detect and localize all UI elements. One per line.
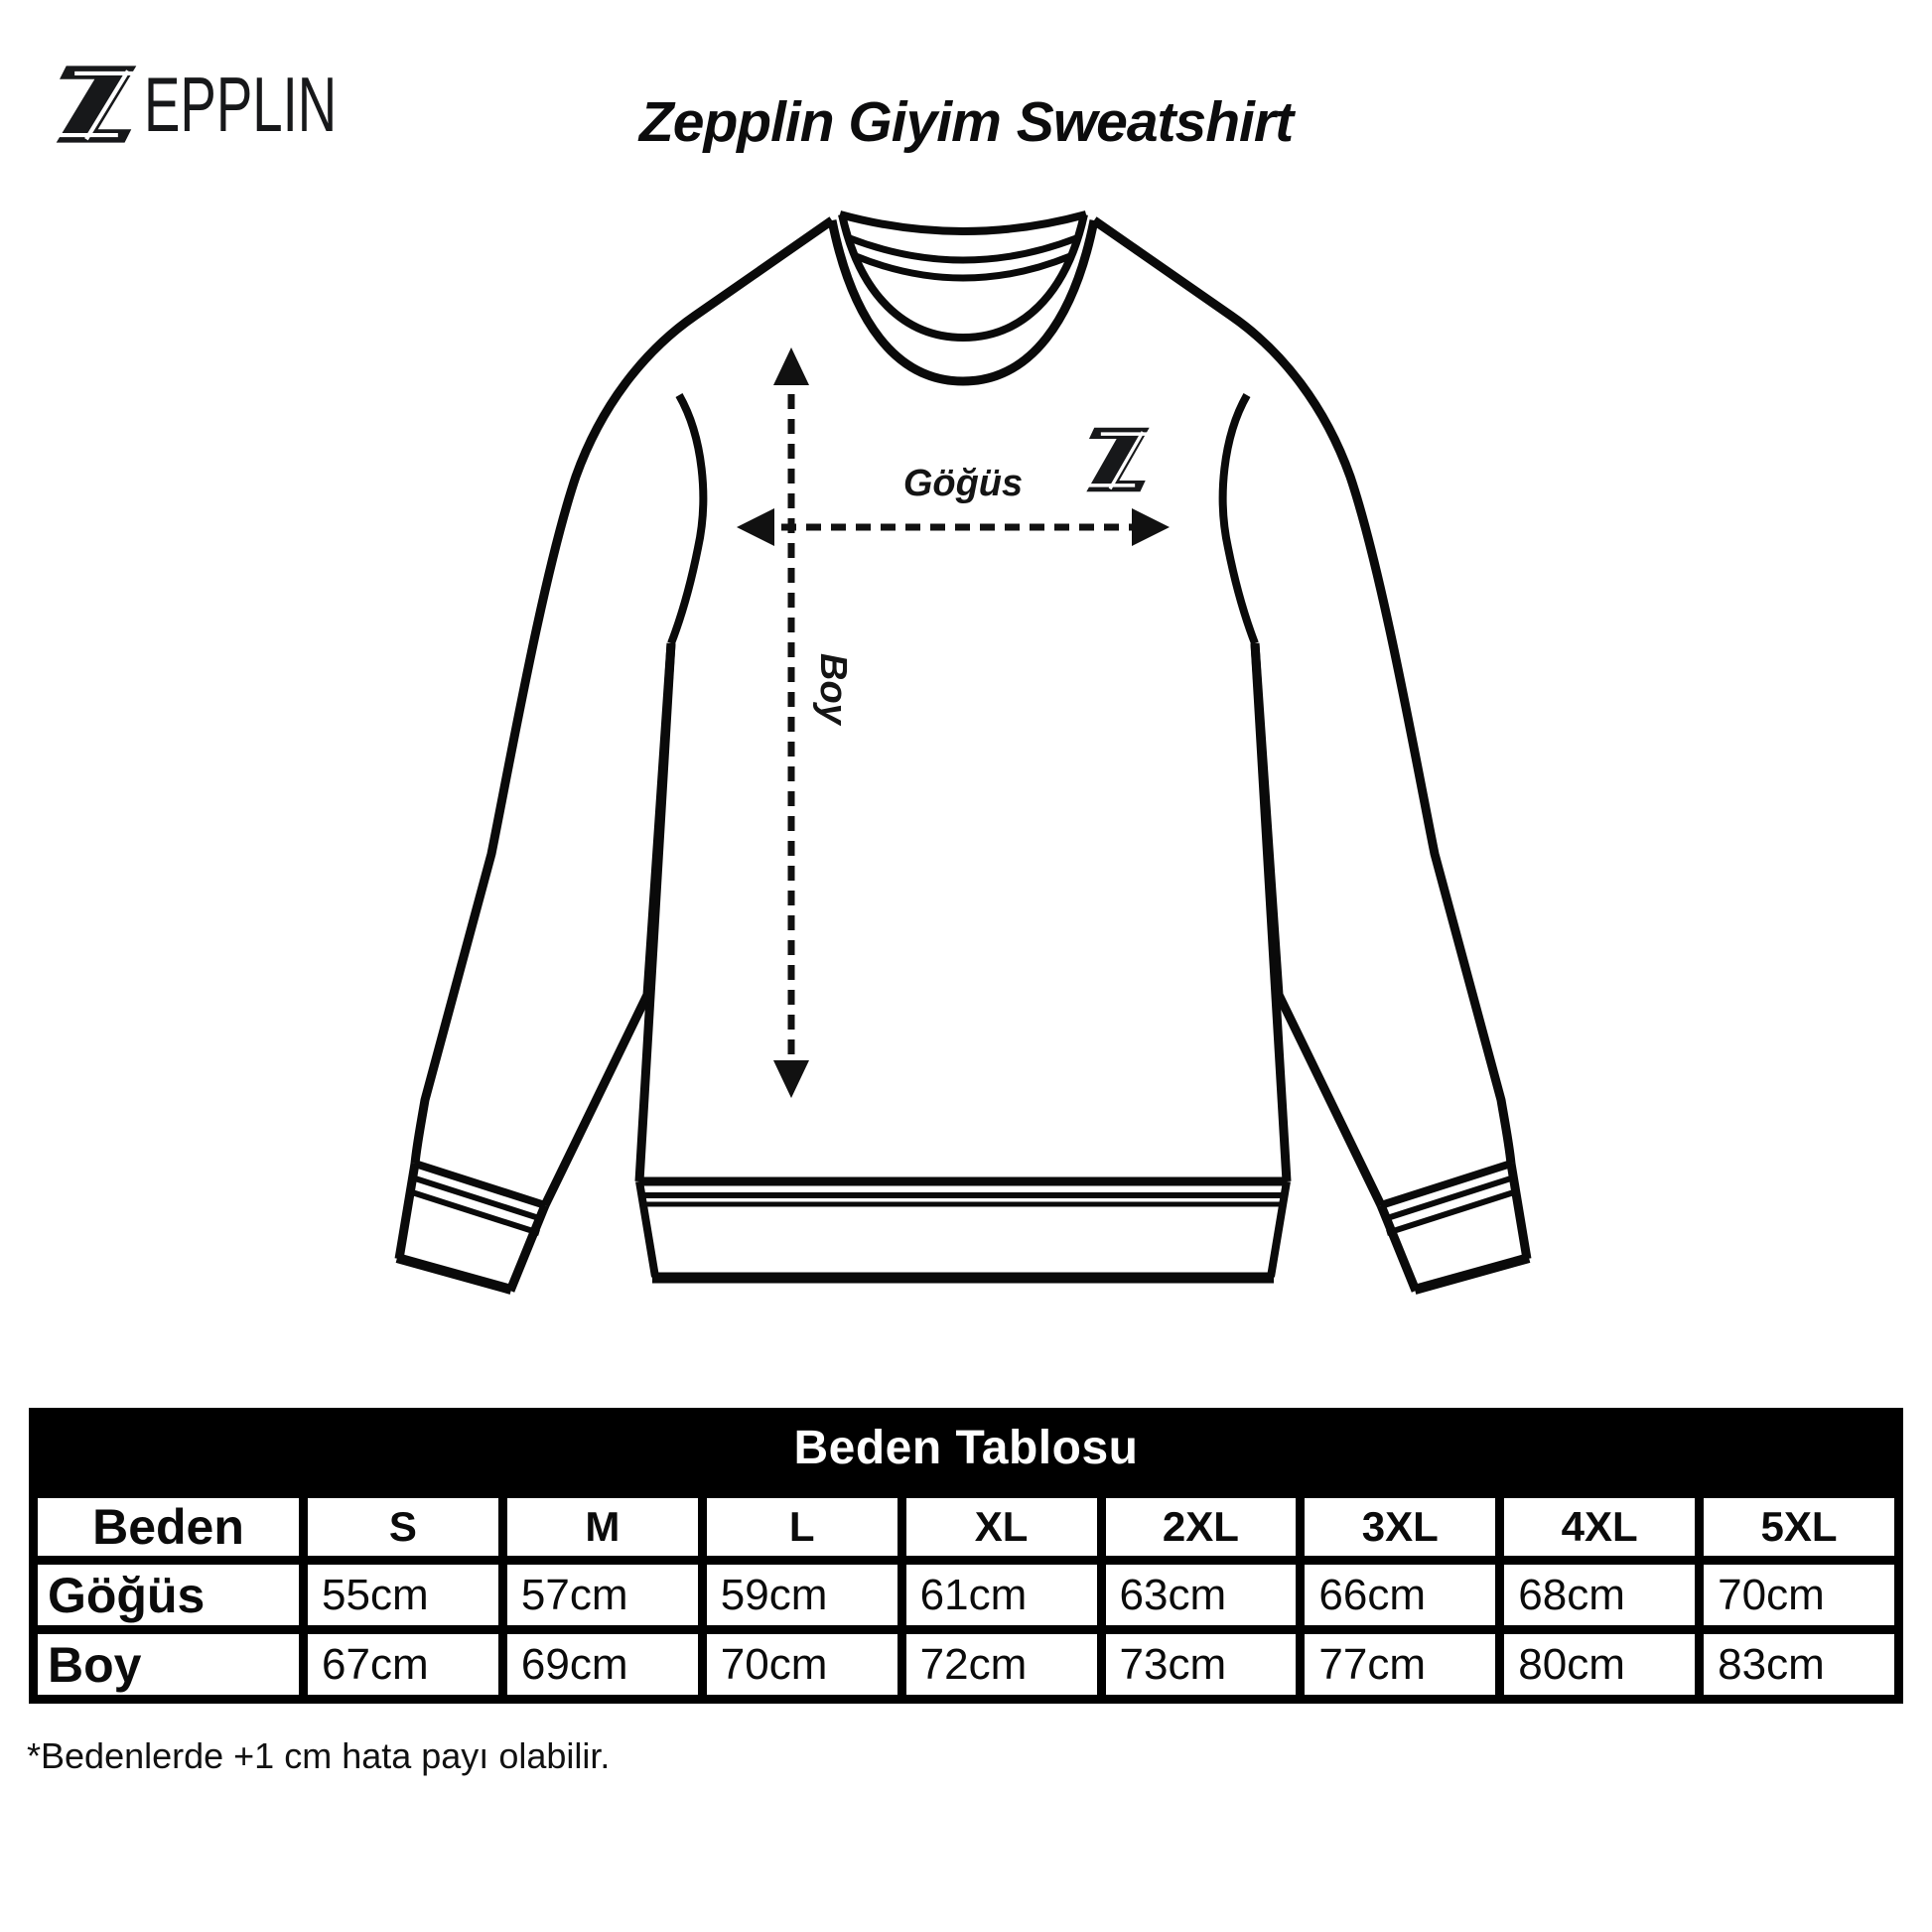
- header-cell-beden: Beden: [34, 1494, 304, 1561]
- header-cell-3xl: 3XL: [1301, 1494, 1500, 1561]
- chest-value-l: 59cm: [702, 1561, 901, 1630]
- length-value-3xl: 77cm: [1301, 1630, 1500, 1700]
- sweatshirt-outline: [397, 214, 1529, 1291]
- size-table-header-row: [34, 1494, 1899, 1561]
- header-cell-s: S: [304, 1494, 503, 1561]
- header-cell-l: L: [702, 1494, 901, 1561]
- header-cell-m: M: [502, 1494, 702, 1561]
- chest-value-s: 55cm: [304, 1561, 503, 1630]
- length-value-xl: 72cm: [901, 1630, 1101, 1700]
- chest-value-3xl: 66cm: [1301, 1561, 1500, 1630]
- page-title-regular: Zepplin Giyim: [638, 90, 1001, 154]
- page-title-bold: Sweatshirt: [1016, 90, 1294, 154]
- header-cell-xl: XL: [901, 1494, 1101, 1561]
- length-value-s: 67cm: [304, 1630, 503, 1700]
- length-value-4xl: 80cm: [1500, 1630, 1700, 1700]
- length-measure-label: Boy: [812, 653, 854, 725]
- length-value-5xl: 83cm: [1700, 1630, 1899, 1700]
- table-row-chest: [34, 1561, 1899, 1630]
- length-value-m: 69cm: [502, 1630, 702, 1700]
- table-row-length: [34, 1630, 1899, 1700]
- size-table: [29, 1489, 1903, 1704]
- length-value-l: 70cm: [702, 1630, 901, 1700]
- row-label-length: Boy: [34, 1630, 304, 1700]
- chest-value-2xl: 63cm: [1101, 1561, 1301, 1630]
- row-label-chest: Göğüs: [34, 1561, 304, 1630]
- brand-wordmark: EPPLIN: [144, 61, 338, 148]
- chest-value-xl: 61cm: [901, 1561, 1101, 1630]
- header-cell-5xl: 5XL: [1700, 1494, 1899, 1561]
- chest-value-5xl: 70cm: [1700, 1561, 1899, 1630]
- chest-value-m: 57cm: [502, 1561, 702, 1630]
- header-cell-2xl: 2XL: [1101, 1494, 1301, 1561]
- header-cell-4xl: 4XL: [1500, 1494, 1700, 1561]
- size-table-title: Beden Tablosu: [29, 1408, 1903, 1489]
- body-length-arrow: [773, 347, 809, 1098]
- length-value-2xl: 73cm: [1101, 1630, 1301, 1700]
- size-table-section: [29, 1408, 1903, 1704]
- chest-z-logo-icon: [1086, 428, 1149, 491]
- size-tolerance-footnote: *Bedenlerde +1 cm hata payı olabilir.: [27, 1735, 611, 1776]
- chest-value-4xl: 68cm: [1500, 1561, 1700, 1630]
- chest-width-arrow: [737, 508, 1170, 546]
- chest-measure-label: Göğüs: [902, 463, 1024, 504]
